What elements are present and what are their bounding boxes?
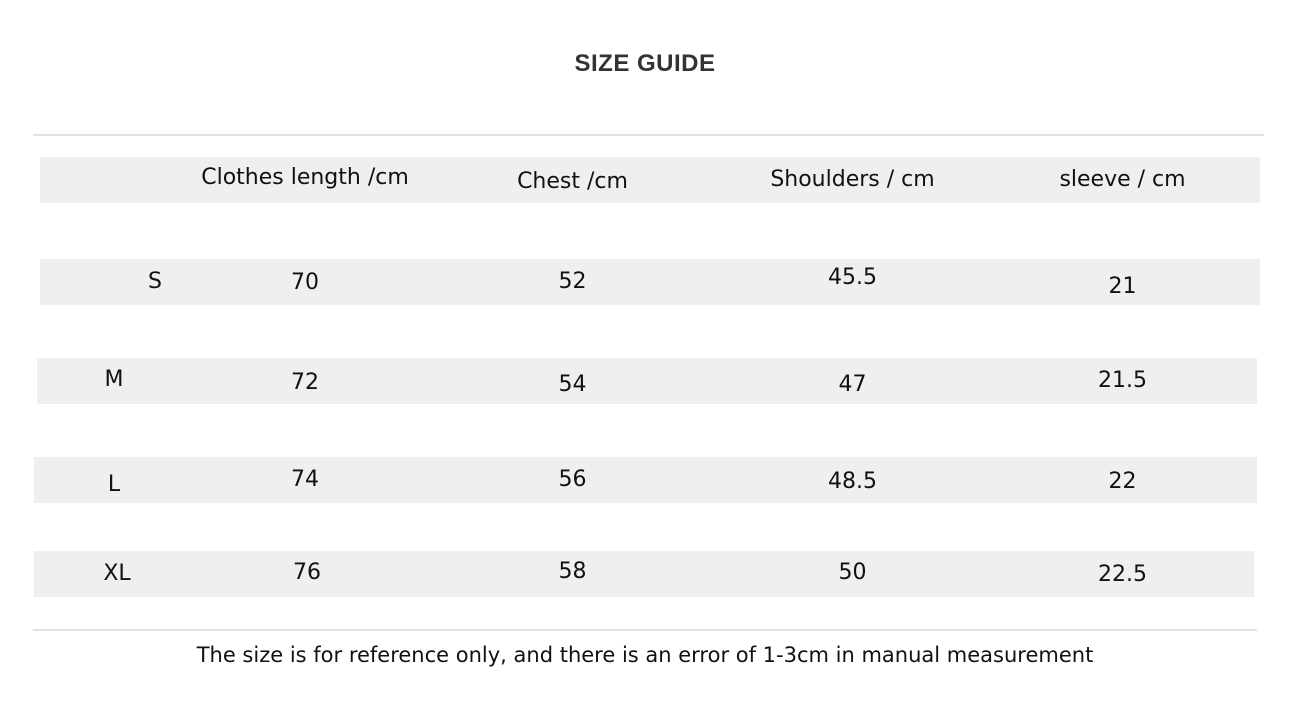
cell-length: 76 bbox=[293, 560, 321, 585]
cell-size: M bbox=[104, 367, 124, 392]
cell-shoulders: 48.5 bbox=[828, 469, 877, 494]
cell-chest: 58 bbox=[558, 559, 587, 584]
table-row bbox=[40, 259, 1260, 305]
cell-length: 72 bbox=[291, 370, 319, 395]
header-chest: Chest /cm bbox=[517, 169, 628, 194]
cell-sleeve: 22.5 bbox=[1098, 562, 1147, 587]
cell-chest: 54 bbox=[558, 372, 587, 397]
cell-chest: 52 bbox=[558, 269, 587, 294]
cell-shoulders: 45.5 bbox=[828, 265, 877, 290]
bottom-divider bbox=[33, 629, 1257, 631]
cell-size: L bbox=[107, 472, 121, 497]
measurement-note: The size is for reference only, and there is an error of 1-3cm in manual measurement bbox=[196, 643, 1094, 667]
page-title: SIZE GUIDE bbox=[574, 50, 716, 77]
header-shoulders: Shoulders / cm bbox=[770, 167, 935, 192]
cell-chest: 56 bbox=[558, 467, 587, 492]
cell-shoulders: 50 bbox=[838, 560, 867, 585]
table-row bbox=[37, 358, 1257, 404]
cell-size: XL bbox=[103, 561, 131, 586]
cell-sleeve: 22 bbox=[1108, 469, 1137, 494]
header-sleeve: sleeve / cm bbox=[1059, 167, 1186, 192]
top-divider bbox=[33, 134, 1264, 136]
cell-sleeve: 21 bbox=[1108, 274, 1137, 299]
cell-length: 74 bbox=[291, 467, 319, 492]
cell-size: S bbox=[148, 269, 162, 294]
header-clothes-length: Clothes length /cm bbox=[201, 165, 409, 190]
cell-sleeve: 21.5 bbox=[1098, 368, 1147, 393]
cell-shoulders: 47 bbox=[838, 372, 867, 397]
table-row bbox=[34, 551, 1254, 597]
table-row bbox=[34, 457, 1257, 503]
cell-length: 70 bbox=[291, 270, 319, 295]
table-header bbox=[40, 157, 1260, 203]
